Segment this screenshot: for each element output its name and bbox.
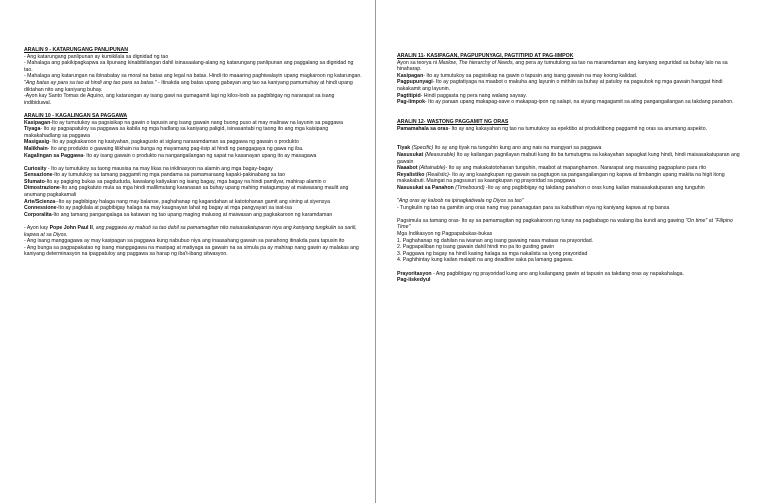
term-item xyxy=(24,139,362,146)
term-definition: -Ito ang tamang pangangalaga sa katawan ng tao upang maging malusog at maiwasan ang pagkakaroon ng karamdaman xyxy=(51,211,333,218)
term-name: Pagtitipid xyxy=(397,92,421,99)
spacer xyxy=(397,112,745,119)
smart-english: (Attainable) xyxy=(417,165,446,172)
list-item: 2. Pagpapaliban ng isang gawain dahil hindi mo pa ito gusting gawin xyxy=(397,244,555,251)
term-name: Sensazione xyxy=(24,172,53,179)
term-item xyxy=(24,146,362,153)
text-line: - Ang bunga sa pagpapakatao ng isang manggagawa na masipag at matiyaga sa gawain na sa simula pa ay mahirap nang gawin ay malakas ang kaniyang determinasyon na ipagpatuloy ang paggawa sa harap ng iba't-ibang sitwasyon. xyxy=(24,244,359,258)
spacer xyxy=(24,218,362,225)
term-item xyxy=(24,166,362,173)
term-name: Corporalita xyxy=(24,211,52,218)
timing-text: - Ito ay sa pamamagitan ng pagkakaroon ng tunay na pagbabago na walang iba kundi ang gawing xyxy=(458,217,686,224)
term-definition: -Ito ay pagiging bukas sa pagdududa, kawalang katiyakan ng isang bagay, mga bagay na hindi pamilyar, mahirap alamin o xyxy=(44,178,326,185)
text-line: - Ang katarungang panlipunan ay kumikilala sa dignidad ng tao xyxy=(24,53,169,60)
smart-english: (Timebound) xyxy=(453,184,485,191)
smart-item xyxy=(397,165,745,172)
smart-definition: Ito ay ang tiyak na tunguhin kung ano ang nais na mangyari sa paggawa xyxy=(433,145,602,152)
smart-item xyxy=(397,145,745,152)
smart-term: Reyalistiko xyxy=(397,171,425,178)
term-definition: - Ito ay tumutukoy sa taong mausisa na may likas na inklinasyon na alamin ang mga bagay-bagay xyxy=(46,165,273,172)
term-item xyxy=(397,99,745,106)
text-line: - Ang isang manggagawa ay may kasipagan sa paggawa kung nabubuo niya ang inaasahang gawain sa panahong itinakda para tapusin ito xyxy=(24,238,345,245)
term-name: Masigasig xyxy=(24,139,50,146)
intro-prefix: Ayon sa teorya ni xyxy=(397,59,439,66)
term-name: Arte/Scienza xyxy=(24,198,56,205)
right-column xyxy=(397,53,745,284)
term-name: Kagalingan sa Paggawa xyxy=(24,152,84,159)
smart-term: Nasusukat xyxy=(397,151,424,158)
term-name: Pag-iimpok xyxy=(397,99,425,106)
smart-definition: -Ito ay ang pagbibigay ng takdang panahon o oras kung kailan maisasakatuparan ang tunguhin xyxy=(484,184,705,191)
quote-text: "Ang batas ay para sa tao at hindi ang tao para sa batas." xyxy=(24,79,157,86)
left-column xyxy=(24,47,362,258)
smart-item xyxy=(397,185,745,192)
term-name: Kasipagan xyxy=(397,72,424,79)
timing-conjunction: at xyxy=(707,217,715,224)
term-name: Malikhain xyxy=(24,145,48,152)
term-name: Pagpupunyagi xyxy=(397,79,433,86)
intro-paragraph xyxy=(397,60,745,73)
term-definition: - Ito ang produkto o gawaing lilikhain na bunga ng mayamang pag-iisip at hindi ng panggagaya ng gawa ng iba. xyxy=(47,145,304,152)
terms-list-2 xyxy=(24,166,362,219)
smart-term: Nasusukat sa Panahon xyxy=(397,184,454,191)
smart-term: Tiyak xyxy=(397,145,411,152)
intro-rest: ang pera ay tumutulong sa tao na maramdaman ang kanyang seguridad sa buhay lalo na sa hinaharap. xyxy=(397,59,728,73)
text-line: -Ayon kay Santo Tomas de Aquino, ang katarungan ay isang gawi na gumagamit lagi ng kilos-loob sa pagbibigay ng nararapat sa isang indibiduwal. xyxy=(24,93,335,106)
spacer xyxy=(397,191,745,198)
term-name: Kasipagan xyxy=(24,119,51,126)
text-line: - Mahalaga ang katarungan na ibinabatay sa moral na batas ang legal na batas. Hindi ito maaaring paghiwalayin upang magkaroon ng katarungan. xyxy=(24,73,362,80)
pope-name: Pope John Paul II xyxy=(49,225,93,232)
aralin-9-heading: ARALIN 9 - KATARUNGANG PANLIPUNAN xyxy=(24,47,129,53)
term-item xyxy=(24,153,362,160)
list-item: 1. Paghahanap ng dahilan na iwanan ang isang gawaing nasa mataas na prayoridad. xyxy=(397,237,594,244)
timing-term: Pagsimula sa tamang oras xyxy=(397,217,459,224)
smart-definition: - Ito ay ang makakatotohanan tunguhin, maabot at mapanghamon. Nararapat ang masusing pagpaplano para rito xyxy=(445,165,707,172)
last-term: Pag-iiskedyul xyxy=(397,277,431,284)
term-definition: --Ito ay pagbibigay halaga nang may balanse, paghahanap ng kagandahan at katotohanan gamit ang sining at siyensya xyxy=(55,198,330,205)
term-definition: - Hindi paggasta ng pera nang walang saysay. xyxy=(420,92,527,99)
aralin-11-heading: ARALIN 11- KASIPAGAN, PAGPUPUNYAGI, PAGTITIPID AT PAG-IIMPOK xyxy=(397,53,574,59)
smart-english: (Specific) xyxy=(410,145,434,152)
smart-english: (Measurable) xyxy=(423,151,456,158)
term-name: Tiyaga xyxy=(24,126,41,133)
term-item xyxy=(24,126,362,139)
pope-quote: , ang paggawa ay mabuti sa tao dahil sa pamamagitan nito naisasakatuparan niya ang kaniyang tungkulin sa sarili, kapwa at sa Diyos. xyxy=(24,225,357,238)
term-name: Sfumato xyxy=(24,178,45,185)
quote-explanation: - Itinakda ang batas upang gabayan ang tao sa kaniyang pamumuhay at hindi upang diktahan nito ang kaniyang buhay. xyxy=(24,79,353,93)
spacer xyxy=(397,132,745,139)
spacer xyxy=(24,106,362,113)
column-divider xyxy=(375,0,376,503)
term-item xyxy=(397,126,745,133)
aralin-12-heading: ARALIN 12- WASTONG PAGGAMIT NG ORAS xyxy=(397,118,509,125)
spacer xyxy=(24,159,362,166)
term-item xyxy=(24,120,362,127)
aralin-10-heading: ARALIN 10 - KAGALINGAN SA PAGGAWA xyxy=(24,112,128,119)
smart-definition: Ito ay kailangan pagnilayan mabuti kung ito ba tumutugma sa kakayahan sapagkat kung hindi, hindi maisasakatuparan ang gawain xyxy=(397,151,740,165)
smart-item xyxy=(397,172,745,185)
term-definition: - Ito ay tumutukoy sa pagsisikap na gawin o tapusin ang isang gawain na may koong kalidad. xyxy=(423,72,638,79)
text-line: - Mahalaga ang pakikipagkapwa sa lipunang kinabibilangan dahil isinasaalang-alang ng katarungang panlipunan ang paggalang sa dignidad ng tao. xyxy=(24,60,354,73)
term-item xyxy=(24,172,362,179)
term-definition: - Ito ay pagtatiyaga na maabot o makuha ang layunin o mithiin sa buhay at patuloy na pagsubok ng mga gawain hanggat hindi nakakamit ang layunin. xyxy=(397,79,723,92)
term-definition: - Ito ay ang kakayahan ng tao na tumutukoy sa epektibo at produktibong paggamit ng oras sa anumang aspekto. xyxy=(448,125,708,132)
term-definition: - Ito ay isang gawain o produkto na nangangailangan ng sapat na kasanayan upang ito ay masagawa xyxy=(83,152,317,159)
quote-text: "Ang oras ay kaloob na ipinagkatiwala ng Diyos sa tao" xyxy=(397,198,524,205)
term-item xyxy=(24,185,362,198)
on-time-phrase: "On time" xyxy=(685,217,708,224)
term-definition: -Ito ay tumutukoy sa pagsisikap na gawin o tapusin ang isang gawain nang buong puso at may malinaw na layunin sa paggawa xyxy=(50,119,343,126)
filipino-time-phrase: "Filipino Time" xyxy=(397,217,733,231)
term-definition: -Ito ay pagkilala at pagbibigay halaga na may kaugnayan lahat ng bagay at mga pangyayari sa isat-isa xyxy=(56,205,292,212)
term-name: Prayoritasyon xyxy=(397,270,432,277)
list-title: Mga Indikasyon ng Pagpapabukas-bukas xyxy=(397,231,493,238)
list-item: 3. Paggawa ng bagay na hindi kasing halaga sa mga nakalista sa iyong prayoridad xyxy=(397,250,588,257)
terms-list xyxy=(24,120,362,160)
term-name: Dimostrazione xyxy=(24,185,60,192)
term-definition: -Ito ang pagkatuto mula sa mga hindi malilimutang karanasan sa buhay upang mahing matagumpay at maiwasang maulit ang anumang pagkakamali xyxy=(24,185,349,199)
term-definition: - Ito ay paraan upang makapag-save o makapag-ipon ng salapi, na siyang magagamit sa ating pangangailangan sa takdang panahon. xyxy=(424,99,734,106)
term-definition: -Ito ay tumutukoy sa tamang paggamit ng mga pandama sa pamamaraang kapaki-pakinabang sa tao xyxy=(52,172,285,179)
term-item xyxy=(397,79,745,92)
smart-term: Naaabot xyxy=(397,165,418,172)
list-item: 4. Paghihintay kung kailan malapit na ang deadline saka pa lamang gagawa. xyxy=(397,257,574,264)
term-name: Connessione xyxy=(24,205,57,212)
intro-source: Maslow, The hierarchy of Needs, xyxy=(438,59,514,66)
term-item xyxy=(397,271,745,278)
term-definition: - Ito ay pagkakaroon ng kasiyahan, pagkagusto at siglang nararamdaman sa paggawa ng gawain o produkto xyxy=(49,139,299,146)
spacer xyxy=(397,106,745,113)
spacer xyxy=(397,264,745,271)
spacer xyxy=(397,211,745,218)
smart-item xyxy=(397,152,745,165)
term-name: Curiosity xyxy=(24,165,47,172)
pope-prefix: - Ayon kay xyxy=(24,225,50,232)
term-item xyxy=(24,212,362,219)
term-item xyxy=(24,199,362,206)
quote-paragraph xyxy=(24,80,362,93)
smart-definition: - Ito ay ang kaangkupan ng gawain sa pagtugon sa pangangailangan ng kapwa at timbangin upang makita na higit itong makakabuti. Maingat na pagsusuri sa kaangkupan ng prayoridad sa paggawa xyxy=(397,171,725,185)
term-definition: - Ito ay pagpapatuloy sa paggawa sa kabila ng mga hadlang sa kaniyang paligid, isinasantabi ng taong ito ang mga kaisipang makakahadlang sa paggawa xyxy=(24,126,329,139)
timing-paragraph xyxy=(397,218,745,231)
term-item xyxy=(24,179,362,186)
term-name: Pamamahala sa oras xyxy=(397,125,449,132)
quote-explanation: - Tungkulin ng tao na gamitin ang oras nang may pananagutan para sa kabutihan niya ng kaniyang kapwa at ng bansa xyxy=(397,204,670,211)
spacer xyxy=(397,139,745,146)
term-item xyxy=(24,205,362,212)
term-item xyxy=(397,93,745,100)
term-definition: - Ang pagbibigay ng prayoridad kung ano ang kailangang gawin at tapusin sa takdang oras ay napakahalaga. xyxy=(431,270,684,277)
term-item xyxy=(397,73,745,80)
pope-paragraph xyxy=(24,225,362,238)
smart-english: (Realistic) xyxy=(424,171,449,178)
